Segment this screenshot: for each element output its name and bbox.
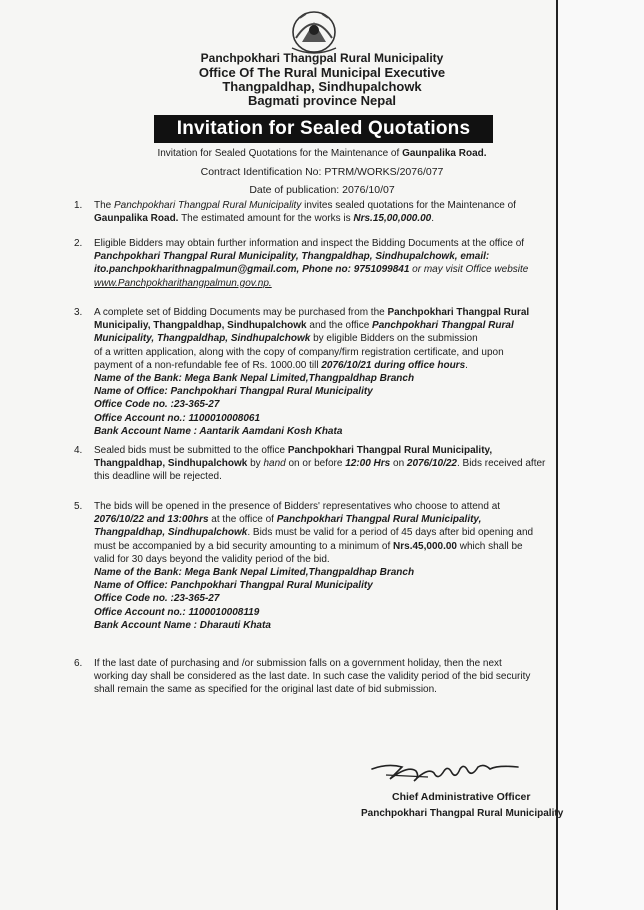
clause-text: A complete set of Bidding Documents may be purchased from the — [94, 307, 388, 318]
clause-number: 2. — [74, 238, 83, 249]
clause-line: Panchpokhari Thangpal Rural Municipality, Thangpaldhap, Sindhupalchowk, email: — [94, 251, 490, 263]
clause-text: at the office of — [208, 514, 277, 526]
bid-security-amount: Nrs.45,000.00 — [393, 540, 457, 552]
clause-number: 3. — [74, 307, 83, 318]
office-account: Office Account no.: 1100010008119 — [94, 606, 260, 618]
clause-line: The bids will be opened in the presence of Bidders' representatives who choose to attend at — [94, 501, 501, 512]
clause-text: Panchpokhari Thangpal Rural Municipality — [114, 200, 302, 211]
clause-line: shall remain the same as specified for the original last date of bid submission. — [94, 684, 437, 696]
clause-text: hand — [263, 458, 286, 470]
clause-text: or may visit Office website — [409, 264, 529, 276]
clause-line — [94, 540, 582, 553]
clause-number: 6. — [74, 658, 83, 669]
bank-name: Name of the Bank: Mega Bank Nepal Limited,Thangpaldhap Branch — [94, 372, 415, 384]
clause-line — [94, 319, 582, 332]
clause-4 — [74, 444, 582, 484]
clause-line — [94, 332, 582, 345]
contact-email-phone: ito.panchpokharithnagpalmun@gmail.com, Phone no: 9751099841 — [94, 264, 410, 276]
purchase-deadline: 2076/10/21 during office hours — [321, 359, 466, 371]
clause-3 — [74, 306, 582, 438]
clause-text: Panchpokhari Thangpal Rural — [372, 320, 514, 332]
clause-text: Municipaliy, Thangpaldhap, Sindhupalchowk — [94, 320, 307, 332]
letterhead-municipality: Panchpokhari Thangpal Rural Municipality — [200, 51, 444, 65]
clause-text: and the office — [306, 320, 373, 332]
letterhead-office: Office Of The Rural Municipal Executive — [198, 65, 446, 80]
office-code: Office Code no. :23-365-27 — [94, 593, 220, 605]
estimated-amount: Nrs.15,00,000.00 — [353, 213, 432, 225]
clause-6 — [74, 657, 582, 697]
office-name: Name of Office: Panchpokhari Thangpal Rural Municipality — [94, 386, 373, 398]
clause-text: by eligible Bidders on the submission — [310, 333, 478, 345]
bank-name: Name of the Bank: Mega Bank Nepal Limited,Thangpaldhap Branch — [94, 566, 415, 578]
clause-text: Thangpaldhap, Sindhupalchowk — [94, 458, 248, 470]
clause-text: must be accompanied by a bid security amounting to a minimum of — [94, 540, 394, 552]
clause-text: payment of a non-refundable fee of Rs. 1000.00 till — [94, 359, 322, 371]
clause-text: . — [431, 213, 434, 225]
office-name: Name of Office: Panchpokhari Thangpal Rural Municipality — [94, 580, 373, 592]
clause-text: Sealed bids must be submitted to the office — [94, 445, 288, 456]
clause-number: 1. — [74, 200, 83, 211]
clause-line — [94, 513, 582, 526]
opening-datetime: 2076/10/22 and 13:00hrs — [94, 514, 209, 526]
clause-number: 5. — [74, 501, 83, 512]
clause-text: on — [390, 458, 407, 470]
clause-text: Panchpokhari Thangpal Rural — [387, 307, 530, 318]
letterhead-province: Bagmati province Nepal — [247, 93, 397, 108]
clause-line — [94, 212, 582, 225]
clause-text: The — [94, 200, 115, 211]
office-account: Office Account no.: 1100010008061 — [94, 412, 261, 424]
signatory-office: Panchpokhari Thangpal Rural Municipality — [361, 808, 564, 819]
clause-text: Panchpokhari Thangpal Rural Municipality, — [287, 445, 493, 456]
clause-2 — [74, 237, 582, 290]
clause-line: If the last date of purchasing and /or submission falls on a government holiday, then the next — [94, 658, 502, 669]
clause-text: which shall be — [457, 540, 523, 552]
clause-line: of a written application, along with the copy of company/firm registration certificate, and upon — [94, 346, 504, 358]
submission-date: 2076/10/22 — [406, 458, 457, 470]
clause-5 — [74, 500, 582, 632]
clause-text: by — [247, 458, 264, 470]
contract-id: Contract Identification No: PTRM/WORKS/2076/077 — [200, 166, 444, 178]
clause-text: invites sealed quotations for the Maintenance of — [301, 200, 516, 211]
handwritten-signature — [368, 755, 528, 785]
clause-number: 4. — [74, 445, 83, 456]
clause-1 — [74, 199, 582, 225]
clause-text: . Bids must be valid for a period of 45 days after bid opening and — [247, 527, 534, 539]
clause-line: working day shall be considered as the last date. In such case the validity period of the bid security — [94, 671, 531, 683]
clause-text: Municipality, Thangpaldhap, Sindhupalchowk — [94, 333, 311, 345]
office-code: Office Code no. :23-365-27 — [94, 399, 220, 411]
clause-text: The estimated amount for the works is — [178, 213, 354, 225]
office-website-link[interactable]: www.Panchpokharithangpalmun.gov.np. — [94, 277, 272, 289]
publication-date: Date of publication: 2076/10/07 — [249, 184, 395, 196]
clause-line — [94, 526, 582, 539]
subtitle-road: Gaunpalika Road. — [402, 148, 487, 159]
clause-line — [94, 457, 582, 470]
letterhead-address: Thangpaldhap, Sindhupalchowk — [222, 79, 422, 94]
clause-line: this deadline will be rejected. — [94, 471, 222, 483]
subtitle-line — [0, 149, 644, 159]
clause-line — [94, 306, 582, 319]
clause-line: valid for 30 days beyond the validity period of the bid. — [94, 553, 330, 565]
clause-line — [94, 263, 582, 276]
clause-text: Panchpokhari Thangpal Rural Municipality, — [276, 514, 482, 526]
subtitle-text: Invitation for Sealed Quotations for the Maintenance of — [157, 148, 403, 159]
title-banner: Invitation for Sealed Quotations — [154, 115, 493, 143]
bank-account-name: Bank Account Name : Aantarik Aamdani Kosh Khata — [94, 425, 343, 437]
clause-text: Gaunpalika Road. — [94, 213, 179, 225]
signatory-title: Chief Administrative Officer — [392, 791, 531, 803]
clause-line: Eligible Bidders may obtain further information and inspect the Bidding Documents at the office of — [94, 238, 525, 249]
submission-time: 12:00 Hrs — [345, 458, 391, 470]
clause-text: . Bids received after — [456, 458, 546, 470]
bank-account-name: Bank Account Name : Dharauti Khata — [94, 619, 271, 631]
clause-line — [94, 444, 582, 457]
clause-line — [94, 359, 582, 372]
clause-text: on or before — [285, 458, 346, 470]
clause-line — [94, 199, 582, 212]
clause-text: . — [465, 359, 468, 371]
clause-text: Thangpaldhap, Sindhupalchowk — [94, 527, 248, 539]
